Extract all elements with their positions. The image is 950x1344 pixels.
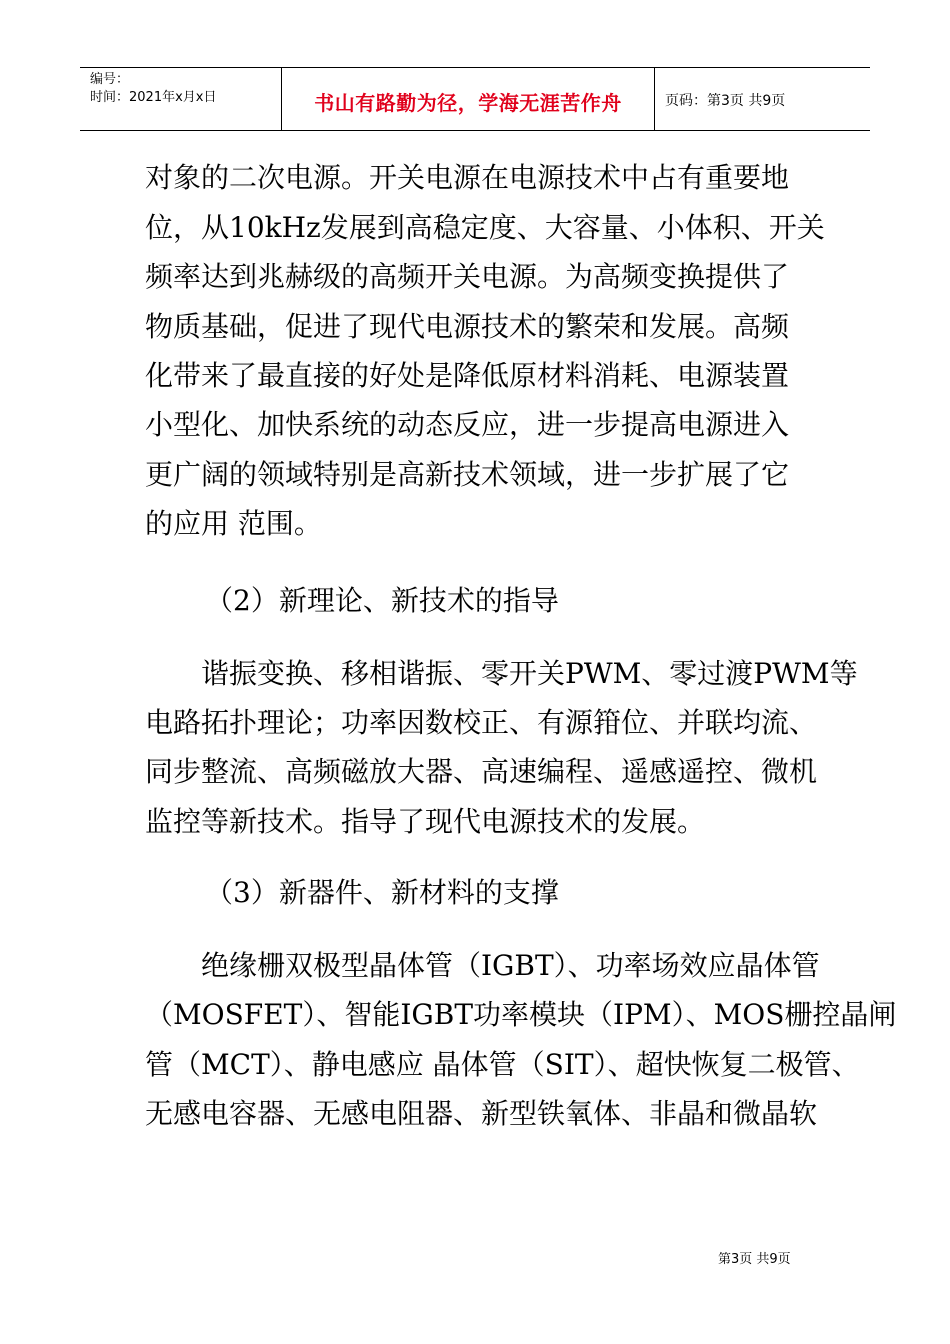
body-line: （MOSFET）、智能IGBT功率模块（IPM）、MOS栅控晶闸: [145, 998, 897, 1031]
body-line: 绝缘栅双极型晶体管（IGBT）、功率场效应晶体管: [201, 949, 820, 982]
header-page-label: 页码：第3页 共9页: [665, 93, 786, 109]
body-line: 更广阔的领域特别是高新技术领域，进一步扩展了它: [145, 458, 790, 491]
body-line: 化带来了最直接的好处是降低原材料消耗、电源装置: [145, 359, 790, 392]
number-label: 编号：: [90, 72, 130, 87]
body-line: 频率达到兆赫级的高频开关电源。为高频变换提供了: [145, 260, 790, 293]
body-line: 同步整流、高频磁放大器、高速编程、遥感遥控、微机: [145, 755, 818, 788]
page-footer: 第3页 共9页: [718, 1252, 791, 1267]
body-line: 小型化、加快系统的动态反应，进一步提高电源进入: [145, 408, 790, 441]
body-line: 谐振变换、移相谐振、零开关PWM、零过渡PWM等: [201, 657, 858, 690]
body-line: 的应用 范围。: [145, 507, 322, 540]
section-heading-2: （2）新理论、新技术的指导: [205, 584, 559, 617]
header-motto-cell: [282, 68, 655, 130]
body-line: 管（MCT）、静电感应 晶体管（SIT）、超快恢复二极管、: [145, 1048, 860, 1081]
motto-text: 书山有路勤为径，学海无涯苦作舟: [314, 91, 622, 115]
body-line: 对象的二次电源。开关电源在电源技术中占有重要地: [145, 161, 790, 194]
section-heading-3: （3）新器件、新材料的支撑: [205, 876, 559, 909]
body-line: 监控等新技术。指导了现代电源技术的发展。: [145, 805, 706, 838]
body-line: 无感电容器、无感电阻器、新型铁氧体、非晶和微晶软: [145, 1097, 818, 1130]
page-header: [80, 67, 870, 131]
header-page-cell: [655, 68, 870, 130]
body-line: 物质基础，促进了现代电源技术的繁荣和发展。高频: [145, 310, 790, 343]
body-line: 位，从10kHz发展到高稳定度、大容量、小体积、开关: [145, 211, 825, 244]
date-label: 时间：2021年x月x日: [90, 90, 217, 105]
body-line: 电路拓扑理论；功率因数校正、有源箝位、并联均流、: [145, 706, 818, 739]
header-info-cell: [80, 68, 282, 130]
